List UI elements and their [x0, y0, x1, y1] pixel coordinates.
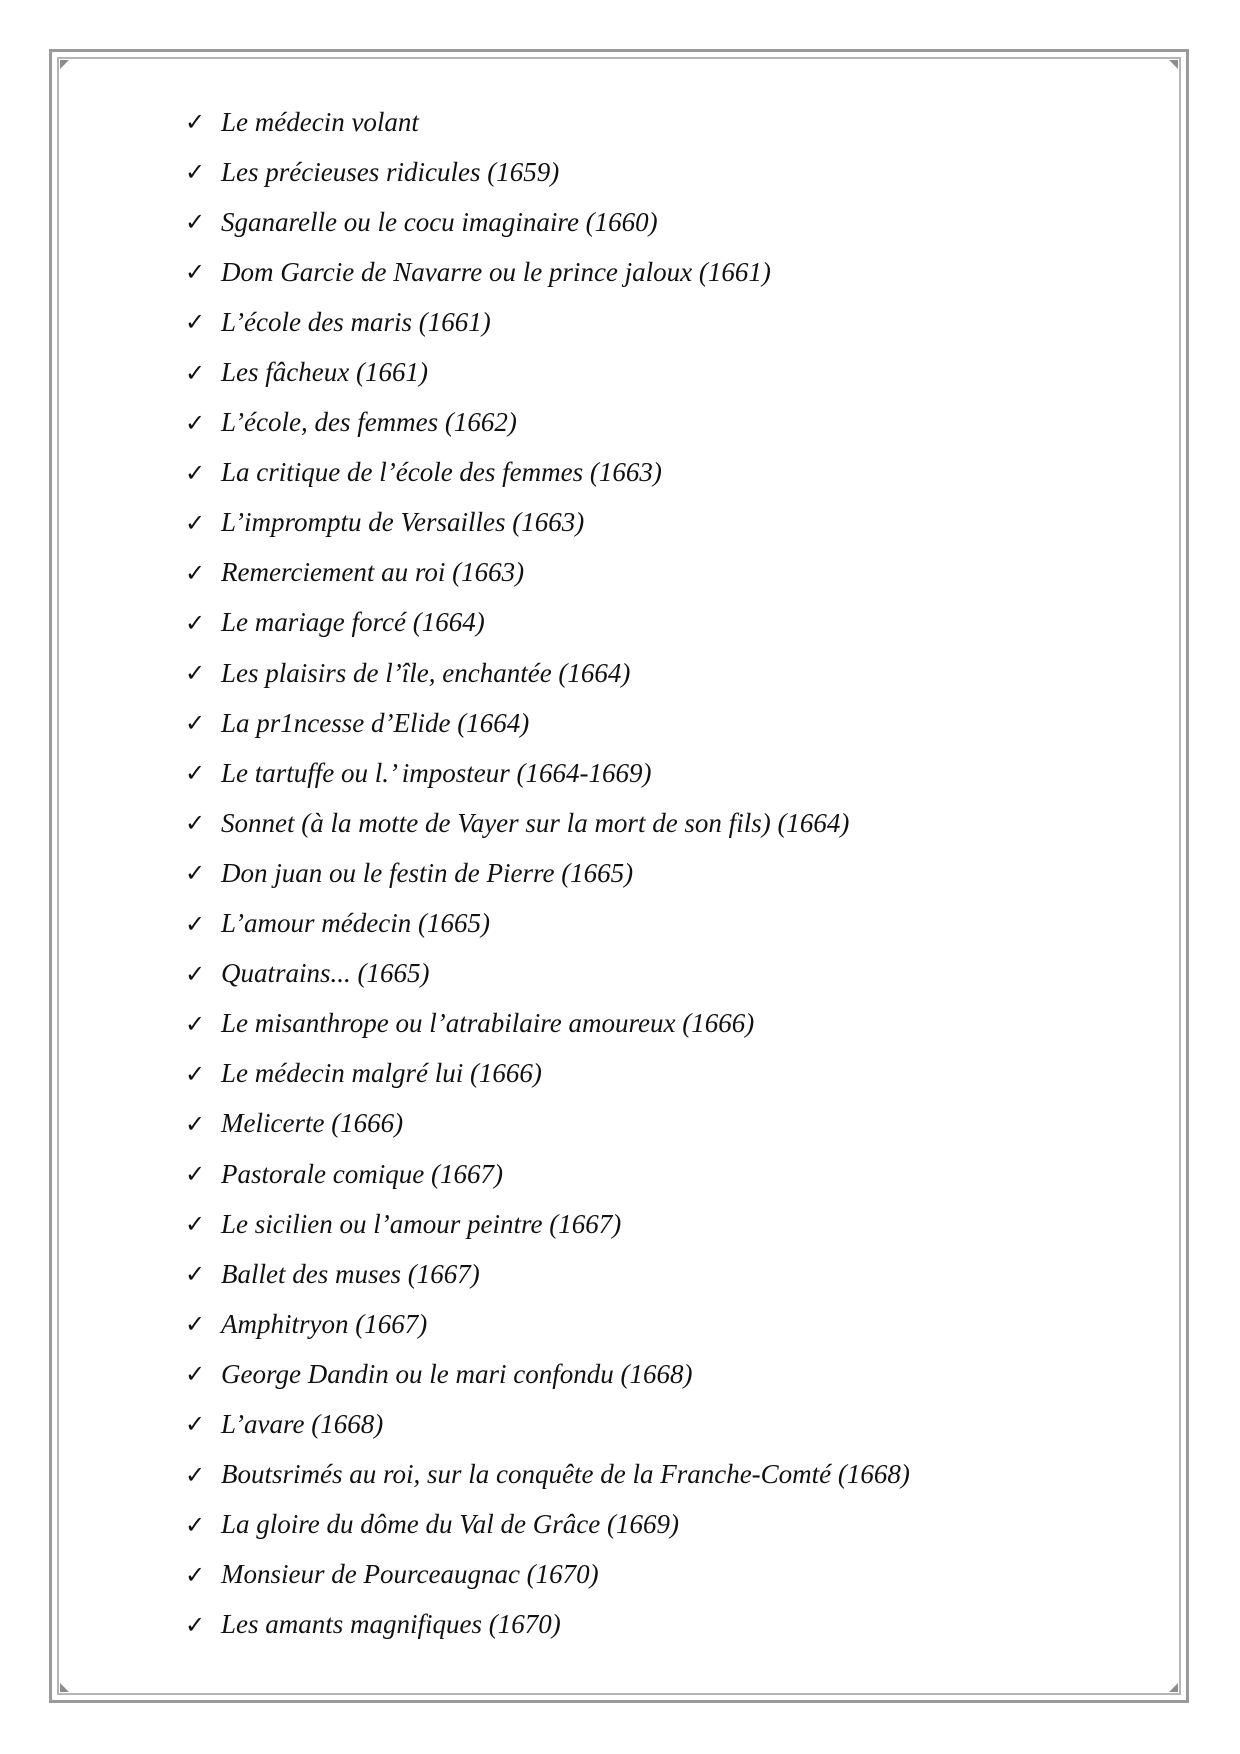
check-icon: ✓: [185, 859, 206, 888]
work-title: Les plaisirs de l’île, enchantée (1664): [221, 657, 631, 688]
list-item: [185, 398, 910, 448]
check-icon: ✓: [185, 1410, 206, 1439]
list-item: [185, 1049, 910, 1099]
work-title: Monsieur de Pourceaugnac (1670): [221, 1559, 599, 1590]
list-item: [185, 1299, 910, 1349]
work-title: L’avare (1668): [221, 1408, 384, 1439]
check-icon: ✓: [185, 258, 206, 287]
check-icon: ✓: [185, 759, 206, 788]
list-item: [185, 999, 910, 1049]
corner-ornament-bottom-right: [1169, 1683, 1178, 1692]
corner-ornament-top-left: [60, 60, 69, 69]
work-title: Dom Garcie de Navarre ou le prince jaloux (1661): [221, 256, 771, 287]
work-title: Sonnet (à la motte de Vayer sur la mort de son fils) (1664): [221, 807, 850, 838]
check-icon: ✓: [185, 408, 206, 437]
work-title: Les précieuses ridicules (1659): [221, 156, 560, 187]
check-icon: ✓: [185, 1260, 206, 1289]
list-item: [185, 498, 910, 548]
check-icon: ✓: [185, 909, 206, 938]
list-item: [185, 247, 910, 297]
list-item: [185, 598, 910, 648]
list-item: [185, 1099, 910, 1149]
list-item: [185, 1550, 910, 1600]
work-title: La critique de l’école des femmes (1663): [221, 457, 662, 488]
work-title: Amphitryon (1667): [221, 1308, 428, 1339]
work-title: Don juan ou le festin de Pierre (1665): [221, 857, 634, 888]
list-item: [185, 147, 910, 197]
check-icon: ✓: [185, 809, 206, 838]
check-icon: ✓: [185, 1360, 206, 1389]
work-title: La pr1ncesse d’Elide (1664): [221, 707, 530, 738]
work-title: Le misanthrope ou l’atrabilaire amoureux (1666): [221, 1008, 755, 1039]
list-item: [185, 848, 910, 898]
work-title: Le tartuffe ou l.’ imposteur (1664-1669): [221, 757, 652, 788]
work-title: La gloire du dôme du Val de Grâce (1669): [221, 1509, 679, 1540]
list-item: [185, 648, 910, 698]
work-title: L’amour médecin (1665): [221, 908, 490, 939]
works-list: [185, 97, 910, 1650]
work-title: Quatrains... (1665): [221, 958, 430, 989]
check-icon: ✓: [185, 608, 206, 637]
corner-ornament-top-right: [1169, 60, 1178, 69]
list-item: [185, 1199, 910, 1249]
list-item: [185, 1249, 910, 1299]
work-title: Le médecin malgré lui (1666): [221, 1058, 542, 1089]
check-icon: ✓: [185, 558, 206, 587]
work-title: Melicerte (1666): [221, 1108, 404, 1139]
check-icon: ✓: [185, 1560, 206, 1589]
check-icon: ✓: [185, 659, 206, 688]
check-icon: ✓: [185, 508, 206, 537]
check-icon: ✓: [185, 1160, 206, 1189]
check-icon: ✓: [185, 158, 206, 187]
list-item: [185, 748, 910, 798]
list-item: [185, 899, 910, 949]
list-item: [185, 949, 910, 999]
list-item: [185, 1500, 910, 1550]
check-icon: ✓: [185, 959, 206, 988]
list-item: [185, 1349, 910, 1399]
work-title: Le sicilien ou l’amour peintre (1667): [221, 1208, 622, 1239]
check-icon: ✓: [185, 1059, 206, 1088]
work-title: Le médecin volant: [221, 106, 419, 137]
check-icon: ✓: [185, 1310, 206, 1339]
list-item: [185, 548, 910, 598]
work-title: Les amants magnifiques (1670): [221, 1609, 561, 1640]
list-item: [185, 798, 910, 848]
check-icon: ✓: [185, 1460, 206, 1489]
list-item: [185, 698, 910, 748]
list-item: [185, 448, 910, 498]
check-icon: ✓: [185, 208, 206, 237]
check-icon: ✓: [185, 358, 206, 387]
list-item: [185, 1450, 910, 1500]
list-item: [185, 297, 910, 347]
check-icon: ✓: [185, 1510, 206, 1539]
list-item: [185, 1600, 910, 1650]
work-title: L’école, des femmes (1662): [221, 407, 517, 438]
list-item: [185, 347, 910, 397]
work-title: L’impromptu de Versailles (1663): [221, 507, 585, 538]
list-item: [185, 1149, 910, 1199]
check-icon: ✓: [185, 1210, 206, 1239]
work-title: Les fâcheux (1661): [221, 357, 428, 388]
work-title: Pastorale comique (1667): [221, 1158, 503, 1189]
list-item: [185, 197, 910, 247]
check-icon: ✓: [185, 1610, 206, 1639]
work-title: L’école des maris (1661): [221, 306, 491, 337]
work-title: Ballet des muses (1667): [221, 1258, 480, 1289]
check-icon: ✓: [185, 308, 206, 337]
list-item: [185, 97, 910, 147]
check-icon: ✓: [185, 1109, 206, 1138]
list-item: [185, 1399, 910, 1449]
check-icon: ✓: [185, 1009, 206, 1038]
work-title: Le mariage forcé (1664): [221, 607, 485, 638]
corner-ornament-bottom-left: [60, 1683, 69, 1692]
check-icon: ✓: [185, 108, 206, 137]
check-icon: ✓: [185, 458, 206, 487]
check-icon: ✓: [185, 709, 206, 738]
work-title: Remerciement au roi (1663): [221, 557, 525, 588]
work-title: Boutsrimés au roi, sur la conquête de la Franche-Comté (1668): [221, 1459, 910, 1490]
work-title: George Dandin ou le mari confondu (1668): [221, 1358, 693, 1389]
work-title: Sganarelle ou le cocu imaginaire (1660): [221, 206, 658, 237]
